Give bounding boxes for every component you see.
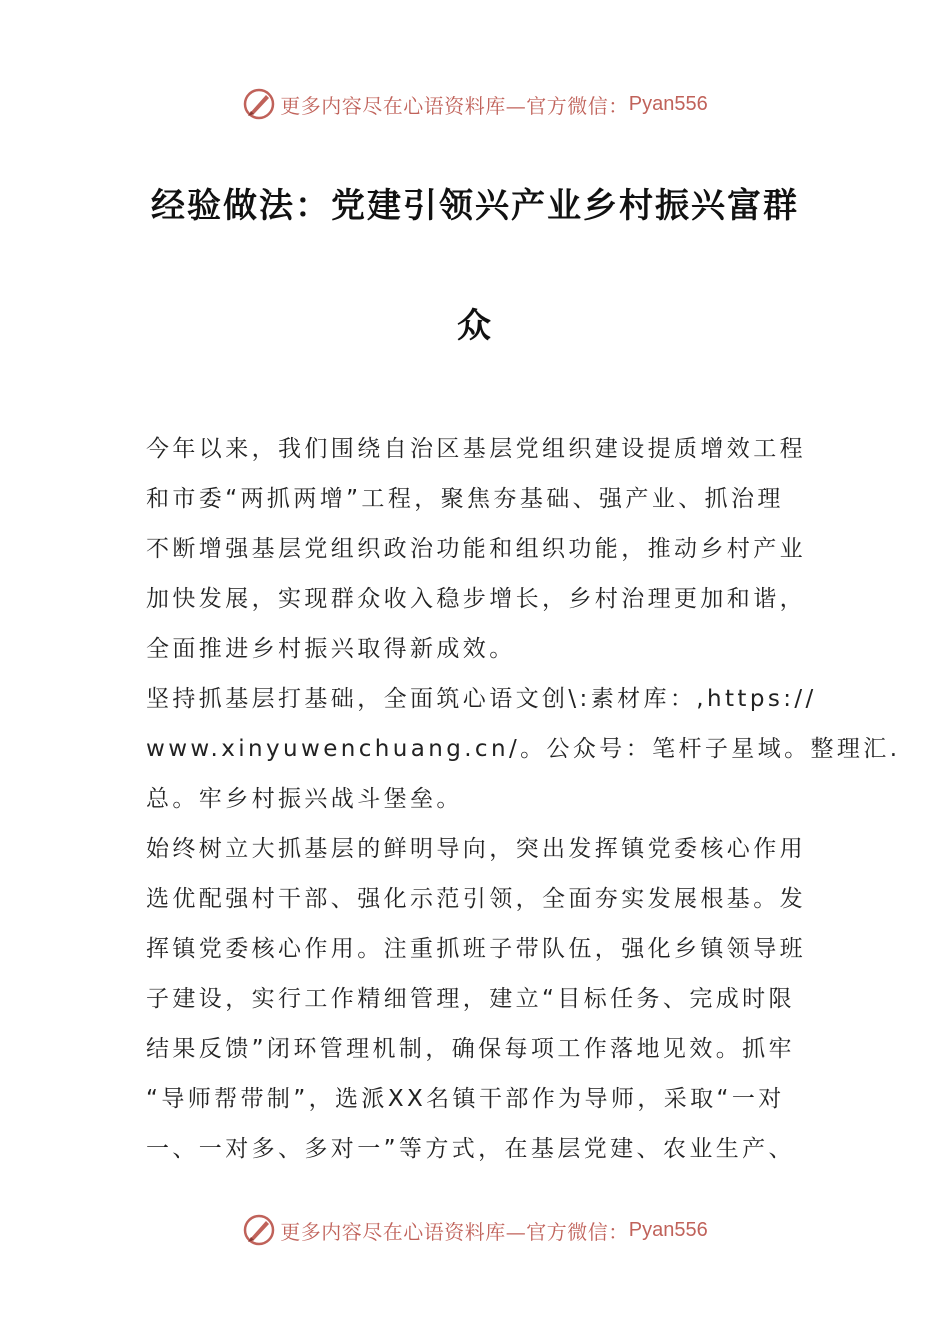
text-line: 坚持抓基层打基础，全面筑心语文创\:素材库：,https:// xyxy=(146,686,817,712)
watermark-banner-bottom xyxy=(0,1210,950,1250)
text-line: 加快发展，实现群众收入稳步增长，乡村治理更加和谐， xyxy=(146,586,806,612)
watermark-text: 更多内容尽在心语资料库—官方微信： xyxy=(280,93,629,118)
watermark-banner-top xyxy=(0,84,950,124)
text-line: 子建设，实行工作精细管理，建立“目标任务、完成时限 xyxy=(146,986,795,1012)
text-line: 挥镇党委核心作用。注重抓班子带队伍，强化乡镇领导班 xyxy=(146,936,806,962)
text-line: 全面推进乡村振兴取得新成效。 xyxy=(146,636,516,662)
paragraph-intro xyxy=(146,424,806,674)
text-line: www.xinyuwenchuang.cn/。公众号：笔杆子星域。整理汇. xyxy=(146,736,901,762)
text-line: 选优配强村干部、强化示范引领，全面夯实发展根基。发 xyxy=(146,886,806,912)
text-line: 一、一对多、多对一”等方式，在基层党建、农业生产、 xyxy=(146,1136,795,1162)
watermark-text: 更多内容尽在心语资料库—官方微信： xyxy=(280,1219,629,1244)
watermark-wechat-id: Pyan556 xyxy=(628,1218,708,1241)
text-line: 总。牢乡村振兴战斗堡垒。 xyxy=(146,786,463,812)
pen-logo-icon xyxy=(242,1213,276,1247)
watermark-wechat-id: Pyan556 xyxy=(628,92,708,115)
text-line: 和市委“两抓两增”工程，聚焦夯基础、强产业、抓治理 xyxy=(146,486,784,512)
pen-logo-icon xyxy=(242,87,276,121)
document-title-line2: 众 xyxy=(457,306,493,346)
text-line: “导师帮带制”，选派XX名镇干部作为导师，采取“一对 xyxy=(146,1086,785,1112)
text-line: 不断增强基层党组织政治功能和组织功能，推动乡村产业 xyxy=(146,536,806,562)
paragraph-section-heading xyxy=(146,674,901,824)
document-title-line1: 经验做法：党建引领兴产业乡村振兴富群 xyxy=(151,186,799,226)
text-line: 结果反馈”闭环管理机制，确保每项工作落地见效。抓牢 xyxy=(146,1036,795,1062)
text-line: 今年以来，我们围绕自治区基层党组织建设提质增效工程 xyxy=(146,436,806,462)
paragraph-body xyxy=(146,824,806,1174)
text-line: 始终树立大抓基层的鲜明导向，突出发挥镇党委核心作用 xyxy=(146,836,806,862)
